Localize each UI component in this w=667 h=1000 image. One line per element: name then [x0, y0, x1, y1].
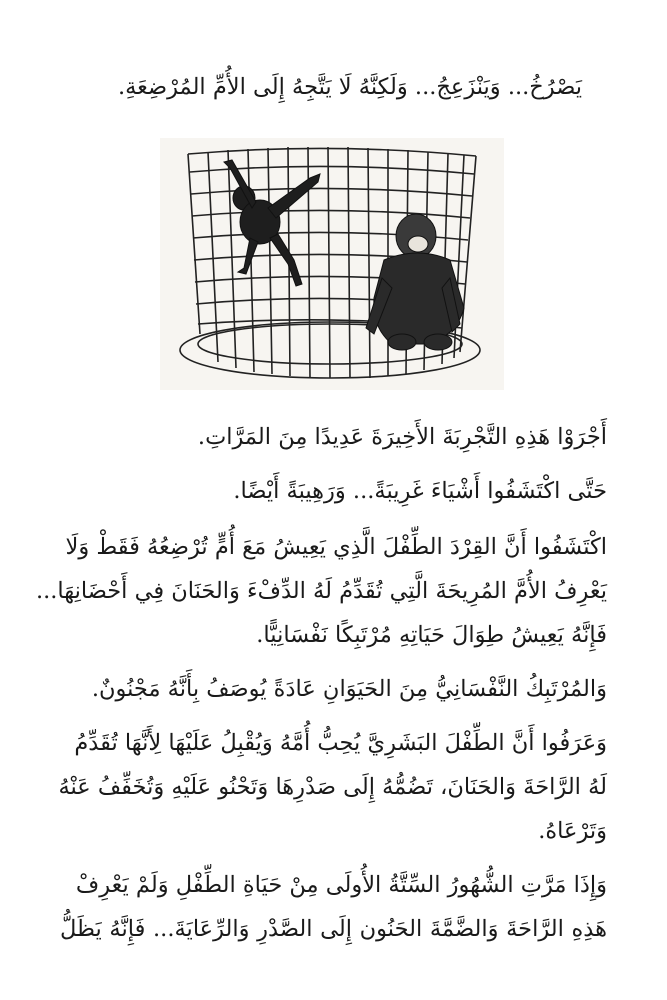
text-line-10: وَتَرْعَاهُ. [538, 818, 607, 844]
text-line-1: يَصْرُخُ... وَيَنْزَعِجُ... وَلَكِنَّهُ لَا يَتَّجِهُ إِلَى الأُمِّ المُرْضِعَةِ. [117, 74, 582, 100]
text-line-3: حَتَّى اكْتَشَفُوا أَشْيَاءَ غَرِيبَةً... وَرَهِيبَةً أَيْضًا. [233, 478, 607, 504]
text-line-4: اكْتَشَفُوا أَنَّ القِرْدَ الطِّفْلَ الَّذِي يَعِيشُ مَعَ أُمٍّ تُرْضِعُهُ فَقَطْ وَلَا [65, 534, 607, 560]
text-line-2: أَجْرَوْا هَذِهِ التَّجْرِبَةَ الأَخِيرَةَ عَدِيدًا مِنَ المَرَّاتِ. [197, 424, 607, 450]
text-line-12: هَذِهِ الرَّاحَةَ وَالضَّمَّةَ الحَنُون إِلَى الصَّدْرِ وَالرِّعَايَةَ... فَإِنَّهُ يَظَلُّ [60, 916, 607, 942]
text-line-6: فَإِنَّهُ يَعِيشُ طِوَالَ حَيَاتِهِ مُرْتَبِكًا نَفْسَانِيًّا. [256, 622, 607, 648]
cage-drawing [160, 138, 504, 390]
text-line-8: وَعَرَفُوا أَنَّ الطِّفْلَ البَشَرِيَّ يُحِبُّ أُمَّهُ وَيُقْبِلُ عَلَيْهَا لِأَنَّهَا تُقَدِّمُ [74, 730, 607, 756]
text-line-5: يَعْرِفُ الأُمَّ المُرِيحَةَ الَّتِي تُقَدِّمُ لَهُ الدِّفْءَ وَالحَنَانَ فِي أَحْضَانِهَا... [35, 578, 607, 604]
text-line-7: وَالمُرْتَبِكُ النَّفْسَانِيُّ مِنَ الحَيَوَانِ عَادَةً يُوصَفُ بِأَنَّهُ مَجْنُونٌ. [91, 676, 607, 702]
text-line-9: لَهُ الرَّاحَةَ وَالحَنَانَ، تَضُمُّهُ إِلَى صَدْرِهَا وَتَحْنُو عَلَيْهِ وَتُخَفِّفُ عَنْهُ [58, 774, 607, 800]
text-line-11: وَإِذَا مَرَّتِ الشُّهُورُ السِّتَّةُ الأُولَى مِنْ حَيَاةِ الطِّفْلِ وَلَمْ يَعْرِفْ [75, 872, 607, 898]
illustration-chimps-in-cage [160, 138, 504, 390]
